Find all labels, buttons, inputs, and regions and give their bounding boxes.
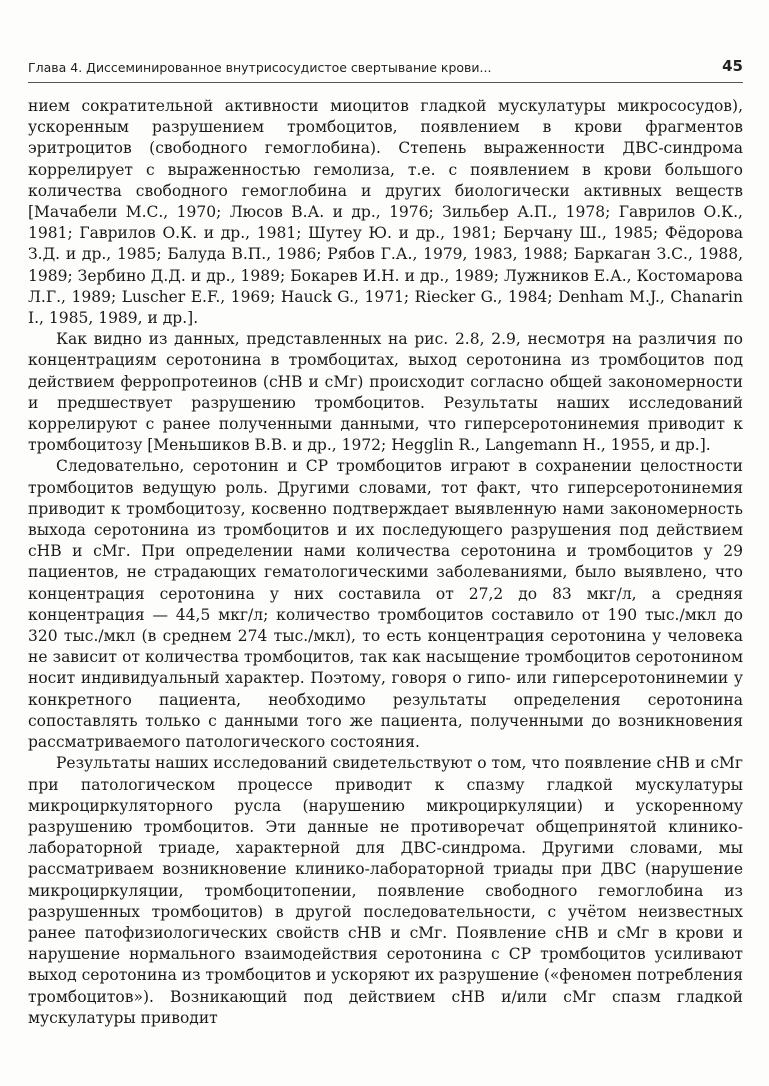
running-header [28,52,743,83]
paragraph-figures: Как видно из данных, представленных на рис. 2.8, 2.9, несмотря на различия по концентрациям серотонина в тромбоцитах, выход серотонина из тромбоцитов под действием ферропротеинов (сНВ и сМг) происходит согласно общей закономерности и предшествует разрушению тромбоцитов. Результаты наших исследований коррелируют с ранее полученными данными, что гиперсеротонинемия приводит к тромбоцитозу [Меньшиков В.В. и др., 1972; Hegglin R., Langemann H., 1955, и др.]. [28,330,743,455]
paragraph-serotonin: Следовательно, серотонин и СР тромбоцитов играют в сохранении целостности тромбоцитов ведущую роль. Другими словами, тот факт, что гиперсеротонинемия приводит к тромбоцитозу, косвенно подтверждает выявленную нами закономерность выхода серотонина из тромбоцитов и их последующего разрушения под действием сНВ и сМг. При определении нами количества серотонина и тромбоцитов у 29 пациентов, не страдающих гематологическими заболеваниями, было выявлено, что концентрация серотонина у них составила от 27,2 до 83 мкг/л, а средняя концентрация — 44,5 мкг/л; количество тромбоцитов составило от 190 тыс./мкл до 320 тыс./мкл (в среднем 274 тыс./мкл), то есть концентрация серотонина у человека не зависит от количества тромбоцитов, так как насыщение тромбоцитов серотонином носит индивидуальный характер. Поэтому, говоря о гипо- или гиперсеротонинемии у конкретного пациента, необходимо результаты определения серотонина сопоставлять только с данными того же пациента, полученными до возникновения рассматриваемого патологического состояния. [28,457,743,752]
body-text [28,96,743,1029]
page-number: 45 [722,57,743,75]
chapter-title: Глава 4. Диссеминированное внутрисосудистое свертывание крови... [28,60,492,75]
paragraph-results: Результаты наших исследований свидетельствуют о том, что появление сНВ и сМг при патологическом процессе приводит к спазму гладкой мускулатуры микроциркуляторного русла (нарушению микроциркуляции) и ускоренному разрушению тромбоцитов. Эти данные не противоречат общепринятой клинико-лабораторной триаде, характерной для ДВС-синдрома. Другими словами, мы рассматриваем возникновение клинико-лабораторной триады при ДВС (нарушение микроциркуляции, тромбоцитопении, появление свободного гемоглобина из разрушенных тромбоцитов) в другой последовательности, с учётом неизвестных ранее патофизиологических свойств сНВ и сМг. Появление сНВ и сМг в крови и нарушение нормального взаимодействия серотонина с СР тромбоцитов усиливают выход серотонина из тромбоцитов и ускоряют их разрушение («феномен потребления тромбоцитов»). Возникающий под действием сНВ и/или сМг спазм гладкой мускулатуры приводит [28,754,743,1027]
paragraph-continuation: нием сократительной активности миоцитов гладкой мускулатуры микрососудов), ускоренным разрушением тромбоцитов, появлением в крови фрагментов эритроцитов (свободного гемоглобина). Степень выраженности ДВС-синдрома коррелирует с выраженностью гемолиза, т.е. с появлением в крови большого количества свободного гемоглобина и других биологически активных веществ [Мачабели М.С., 1970; Люсов В.А. и др., 1976; Зильбер А.П., 1978; Гаврилов О.К., 1981; Гаврилов О.К. и др., 1981; Шутеу Ю. и др., 1981; Берчану Ш., 1985; Фёдорова З.Д. и др., 1985; Балуда В.П., 1986; Рябов Г.А., 1979, 1983, 1988; Баркаган З.С., 1988, 1989; Зербино Д.Д. и др., 1989; Бокарев И.Н. и др., 1989; Лужников Е.А., Костомарова Л.Г., 1989; Luscher E.F., 1969; Hauck G., 1971; Riecker G., 1984; Denham M.J., Chanarin I., 1985, 1989, и др.]. [28,97,743,328]
